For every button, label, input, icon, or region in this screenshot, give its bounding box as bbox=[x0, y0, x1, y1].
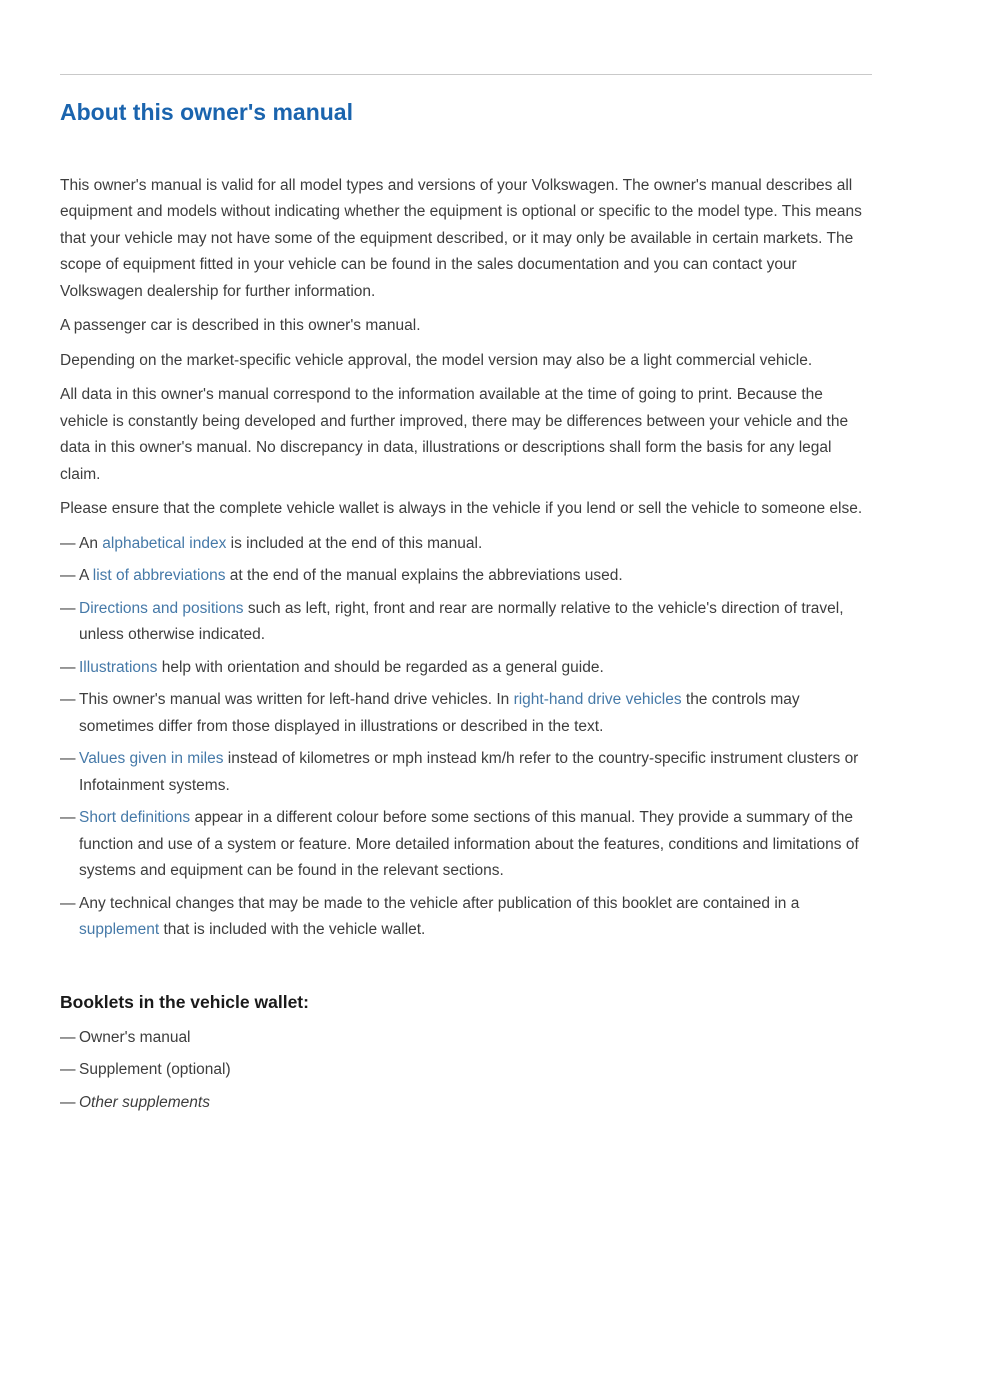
dash-marker: — bbox=[60, 894, 76, 912]
text-run: that is included with the vehicle wallet. bbox=[159, 921, 426, 939]
inline-link[interactable]: right-hand drive vehicles bbox=[513, 691, 682, 709]
paragraph bbox=[60, 382, 872, 488]
notes-list bbox=[60, 531, 872, 944]
text-run: Any technical changes that may be made to the vehicle after publication of this booklet are contained in a bbox=[79, 894, 800, 912]
page-title: About this owner's manual bbox=[60, 99, 353, 125]
text-run: A bbox=[79, 567, 93, 585]
dash-marker: — bbox=[60, 691, 76, 709]
wallet-list bbox=[60, 1025, 872, 1117]
list-item bbox=[60, 1057, 872, 1084]
dash-marker: — bbox=[60, 750, 76, 768]
dash-marker: — bbox=[60, 658, 76, 676]
text-run: This owner's manual is valid for all model types and versions of your Volkswagen. The owner's manual describes all equipment and models without indicating whether the equipment is optional or specific to the model type. This means that your vehicle may not have some of the equipment described, or it may only be available in certain markets. The scope of equipment fitted in your vehicle can be found in the sales documentation and you can contact your Volkswagen dealership for further information. bbox=[60, 176, 862, 300]
text-run: instead of kilometres or mph instead km/h refer to the country-specific instrument clusters or Infotainment systems. bbox=[79, 750, 859, 794]
text-run: Owner's manual bbox=[79, 1028, 191, 1046]
inline-link[interactable]: Short definitions bbox=[79, 809, 191, 827]
inline-link[interactable]: list of abbreviations bbox=[92, 567, 226, 585]
text-run: Please ensure that the complete vehicle wallet is always in the vehicle if you lend or sell the vehicle to someone else. bbox=[60, 500, 863, 518]
dash-marker: — bbox=[60, 1028, 76, 1046]
list-item bbox=[60, 655, 872, 682]
dash-marker: — bbox=[60, 1093, 76, 1111]
list-item bbox=[60, 1025, 872, 1052]
inline-link[interactable]: Directions and positions bbox=[79, 599, 244, 617]
inline-link[interactable]: Values given in miles bbox=[79, 750, 224, 768]
text-run: at the end of the manual explains the abbreviations used. bbox=[225, 567, 623, 585]
list-item bbox=[60, 596, 872, 649]
inline-link[interactable]: Illustrations bbox=[79, 658, 158, 676]
paragraph bbox=[60, 348, 872, 375]
dash-marker: — bbox=[60, 534, 76, 552]
list-item bbox=[60, 1090, 872, 1117]
list-item bbox=[60, 746, 872, 799]
text-run: Depending on the market-specific vehicle approval, the model version may also be a light commercial vehicle. bbox=[60, 351, 813, 369]
text-run: This owner's manual was written for left-hand drive vehicles. In bbox=[79, 691, 514, 709]
paragraph bbox=[60, 496, 872, 523]
dash-marker: — bbox=[60, 1061, 76, 1079]
text-run: such as left, right, front and rear are normally relative to the vehicle's direction of travel, unless otherwise indicated. bbox=[79, 599, 844, 644]
text-run: is included at the end of this manual. bbox=[226, 534, 483, 552]
list-item bbox=[60, 891, 872, 944]
paragraph bbox=[60, 173, 872, 306]
paragraph bbox=[60, 313, 872, 340]
text-run: the controls may sometimes differ from those displayed in illustrations or described in the text. bbox=[79, 691, 800, 735]
list-item bbox=[60, 563, 872, 590]
text-run: All data in this owner's manual correspond to the information available at the time of going to print. Because the vehicle is constantly being developed and further improved, there may be differences between your vehicle and the data in this owner's manual. No discrepancy in data, illustrations or descriptions shall form the basis for any legal claim. bbox=[60, 386, 849, 483]
text-run: Supplement (optional) bbox=[79, 1061, 231, 1079]
inline-link[interactable]: supplement bbox=[79, 921, 160, 939]
text-run: Other supplements bbox=[79, 1093, 210, 1111]
list-item bbox=[60, 805, 872, 885]
text-run: A passenger car is described in this owner's manual. bbox=[60, 317, 421, 335]
list-item bbox=[60, 531, 872, 558]
text-run: appear in a different colour before some sections of this manual. They provide a summary of the function and use of a system or feature. More detailed information about the features, conditions and limitations of systems and equipment can be found in the relevant sections. bbox=[79, 809, 859, 880]
list-item bbox=[60, 687, 872, 740]
text-run: An bbox=[79, 534, 103, 552]
dash-marker: — bbox=[60, 599, 76, 617]
intro-paragraphs bbox=[60, 173, 872, 523]
booklets-heading: Booklets in the vehicle wallet: bbox=[60, 991, 309, 1012]
inline-link[interactable]: alphabetical index bbox=[102, 534, 227, 552]
text-run: help with orientation and should be regarded as a general guide. bbox=[157, 658, 604, 676]
top-divider bbox=[60, 74, 872, 75]
dash-marker: — bbox=[60, 567, 76, 585]
dash-marker: — bbox=[60, 809, 76, 827]
